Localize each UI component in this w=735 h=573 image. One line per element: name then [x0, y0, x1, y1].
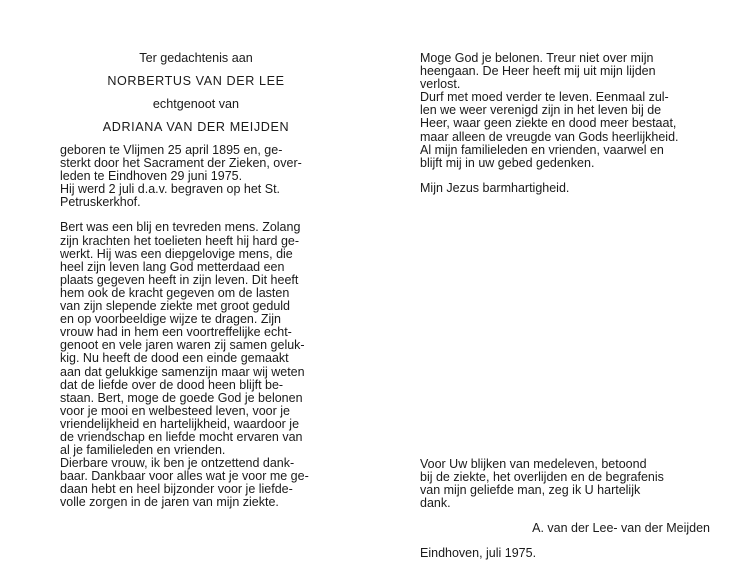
- text-line: de vriendschap en liefde mocht ervaren van: [60, 429, 303, 444]
- text-line: Heer, waar geen ziekte en dood meer bestaat,: [420, 116, 677, 131]
- text-line: kig. Nu heeft de dood een einde gemaakt: [60, 351, 289, 366]
- text-line: vrouw had in hem een voortreffelijke echt-: [60, 325, 292, 340]
- deceased-name: NORBERTUS VAN DER LEE: [107, 74, 285, 88]
- prayer-line: Mijn Jezus barmhartigheid.: [420, 180, 570, 195]
- signature: A. van der Lee- van der Meijden: [532, 521, 710, 536]
- right-column: [372, 0, 735, 573]
- text-line: len we weer verenigd zijn in het leven bij de: [420, 103, 662, 118]
- biography-paragraph: [60, 144, 332, 209]
- text-line: Bert was een blij en tevreden mens. Zolang: [60, 220, 301, 235]
- text-line: al je familieleden en vrienden.: [60, 443, 226, 458]
- text-line: aan dat gelukkige samenzijn maar wij weten: [60, 364, 305, 379]
- tribute-paragraph: [60, 221, 332, 509]
- text-line: Durf met moed verder te leven. Eenmaal zul-: [420, 90, 669, 105]
- heading-intro: Ter gedachtenis aan: [139, 51, 253, 65]
- text-line: leden te Eindhoven 29 juni 1975.: [60, 169, 243, 184]
- text-line: geboren te Vlijmen 25 april 1895 en, ge-: [60, 143, 283, 157]
- text-line: volle zorgen in de jaren van mijn ziekte.: [60, 495, 279, 510]
- text-line: heengaan. De Heer heeft mij uit mijn lijden: [420, 64, 656, 79]
- text-line: voor je mooi en welbesteed leven, voor je: [60, 403, 290, 418]
- thanks-paragraph: [420, 458, 710, 510]
- text-line: Voor Uw blijken van medeleven, betoond: [420, 457, 647, 471]
- text-line: genoot en vele jaren waren zij samen geluk-: [60, 338, 305, 353]
- text-line: Petruskerkhof.: [60, 195, 141, 210]
- text-line: vriendelijkheid en hartelijkheid, waardoor je: [60, 416, 300, 431]
- text-line: dank.: [420, 496, 451, 511]
- thanks-block: [420, 458, 710, 561]
- text-line: dat de liefde over de dood heen blijft be-: [60, 377, 284, 392]
- text-line: werkt. Hij was een diepgelovige mens, die: [60, 246, 293, 261]
- text-line: en op voorbeeldige wijze te dragen. Zijn: [60, 312, 281, 327]
- text-line: blijft mij in uw gebed gedenken.: [420, 155, 595, 170]
- text-line: bij de ziekte, het overlijden en de begrafenis: [420, 470, 664, 485]
- text-line: maar alleen de vreugde van Gods heerlijkheid.: [420, 129, 679, 144]
- place-date: Eindhoven, juli 1975.: [420, 546, 537, 561]
- text-line: plaats gegeven heeft in zijn leven. Dit heeft: [60, 272, 299, 287]
- text-line: Hij werd 2 juli d.a.v. begraven op het St.: [60, 182, 281, 197]
- text-line: van mijn geliefde man, zeg ik U hartelijk: [420, 483, 641, 498]
- text-line: baar. Dankbaar voor alles wat je voor me ge-: [60, 469, 309, 484]
- text-line: Al mijn familieleden en vrienden, vaarwel en: [420, 142, 664, 157]
- text-line: staan. Bert, moge de goede God je belonen: [60, 390, 303, 405]
- spouse-name: ADRIANA VAN DER MEIJDEN: [102, 120, 290, 134]
- heading-spouse-intro: echtgenoot van: [152, 97, 240, 111]
- memorial-heading: [60, 52, 332, 134]
- text-line: daan hebt en heel bijzonder voor je liefde-: [60, 482, 293, 497]
- text-line: van zijn slepende ziekte met groot geduld: [60, 299, 291, 314]
- text-line: hem ook de kracht gegeven om de lasten: [60, 285, 290, 300]
- text-line: verlost.: [420, 77, 461, 92]
- text-line: Moge God je belonen. Treur niet over mijn: [420, 51, 654, 65]
- farewell-paragraph: [420, 52, 710, 170]
- text-line: heel zijn leven lang God metterdaad een: [60, 259, 285, 274]
- text-line: zijn krachten het toelieten heeft hij hard ge-: [60, 233, 300, 248]
- text-line: sterkt door het Sacrament der Zieken, over-: [60, 156, 302, 171]
- text-line: Dierbare vrouw, ik ben je ontzettend dank-: [60, 456, 295, 471]
